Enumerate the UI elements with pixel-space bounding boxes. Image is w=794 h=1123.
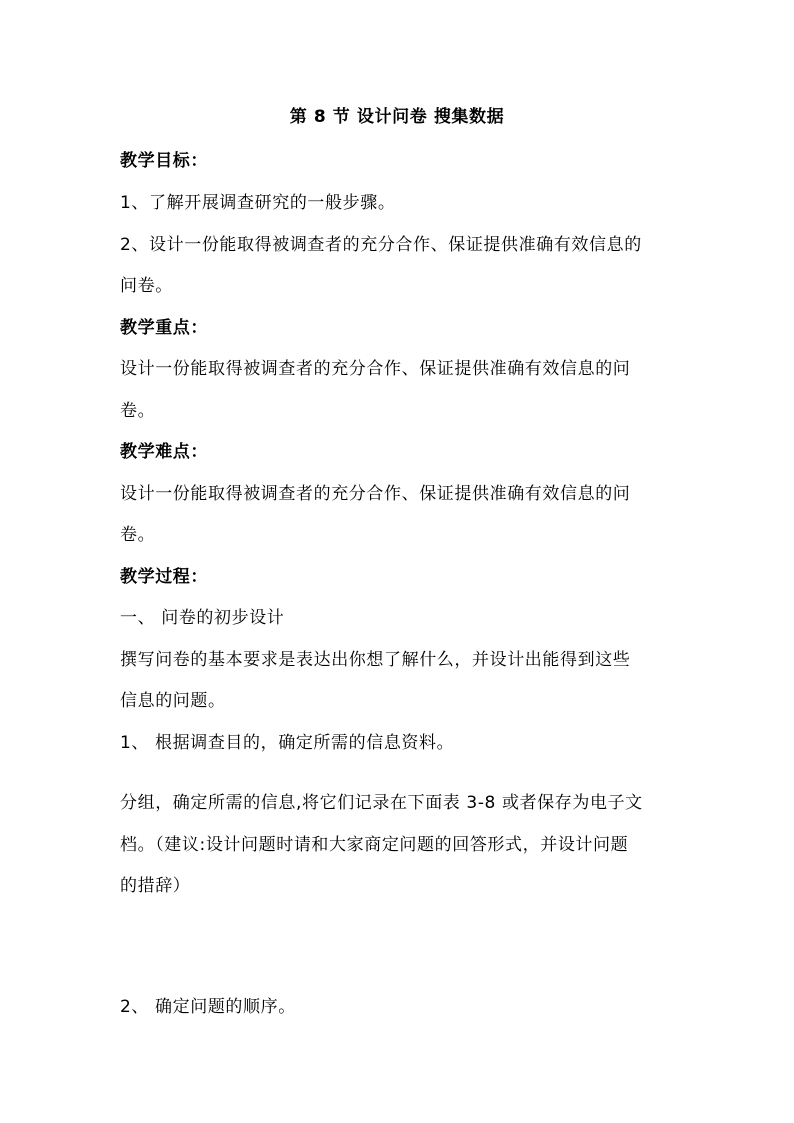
process-paragraph-line-2: 信息的问题。 [120, 691, 226, 711]
process-subheading-1: 一、 问卷的初步设计 [120, 608, 285, 628]
key-points-line-2: 卷。 [120, 401, 156, 421]
difficulties-line-1: 设计一份能取得被调查者的充分合作、保证提供准确有效信息的问 [120, 484, 631, 504]
grouping-paragraph-line-3: 的措辞） [120, 876, 191, 896]
document-title: 第 8 节 设计问卷 搜集数据 [289, 107, 505, 127]
process-paragraph-line-1: 撰写问卷的基本要求是表达出你想了解什么，并设计出能得到这些 [120, 650, 631, 670]
section-heading-objectives: 教学目标： [120, 151, 208, 171]
objective-item-2-line-1: 2、设计一份能取得被调查者的充分合作、保证提供准确有效信息的 [120, 235, 642, 255]
process-step-1: 1、 根据调查目的，确定所需的信息资料。 [120, 733, 455, 753]
objective-item-2-line-2: 问卷。 [120, 276, 173, 296]
section-heading-difficulties: 教学难点： [120, 442, 208, 462]
process-step-2: 2、 确定问题的顺序。 [120, 997, 296, 1017]
section-heading-process: 教学过程： [120, 567, 208, 587]
grouping-paragraph-line-2: 档。（建议:设计问题时请和大家商定问题的回答形式，并设计问题 [120, 835, 629, 855]
objective-item-1: 1、了解开展调查研究的一般步骤。 [120, 193, 396, 213]
section-heading-key-points: 教学重点： [120, 318, 208, 338]
grouping-paragraph-line-1: 分组，确定所需的信息,将它们记录在下面表 3-8 或者保存为电子文 [120, 793, 643, 813]
key-points-line-1: 设计一份能取得被调查者的充分合作、保证提供准确有效信息的问 [120, 359, 631, 379]
difficulties-line-2: 卷。 [120, 525, 156, 545]
